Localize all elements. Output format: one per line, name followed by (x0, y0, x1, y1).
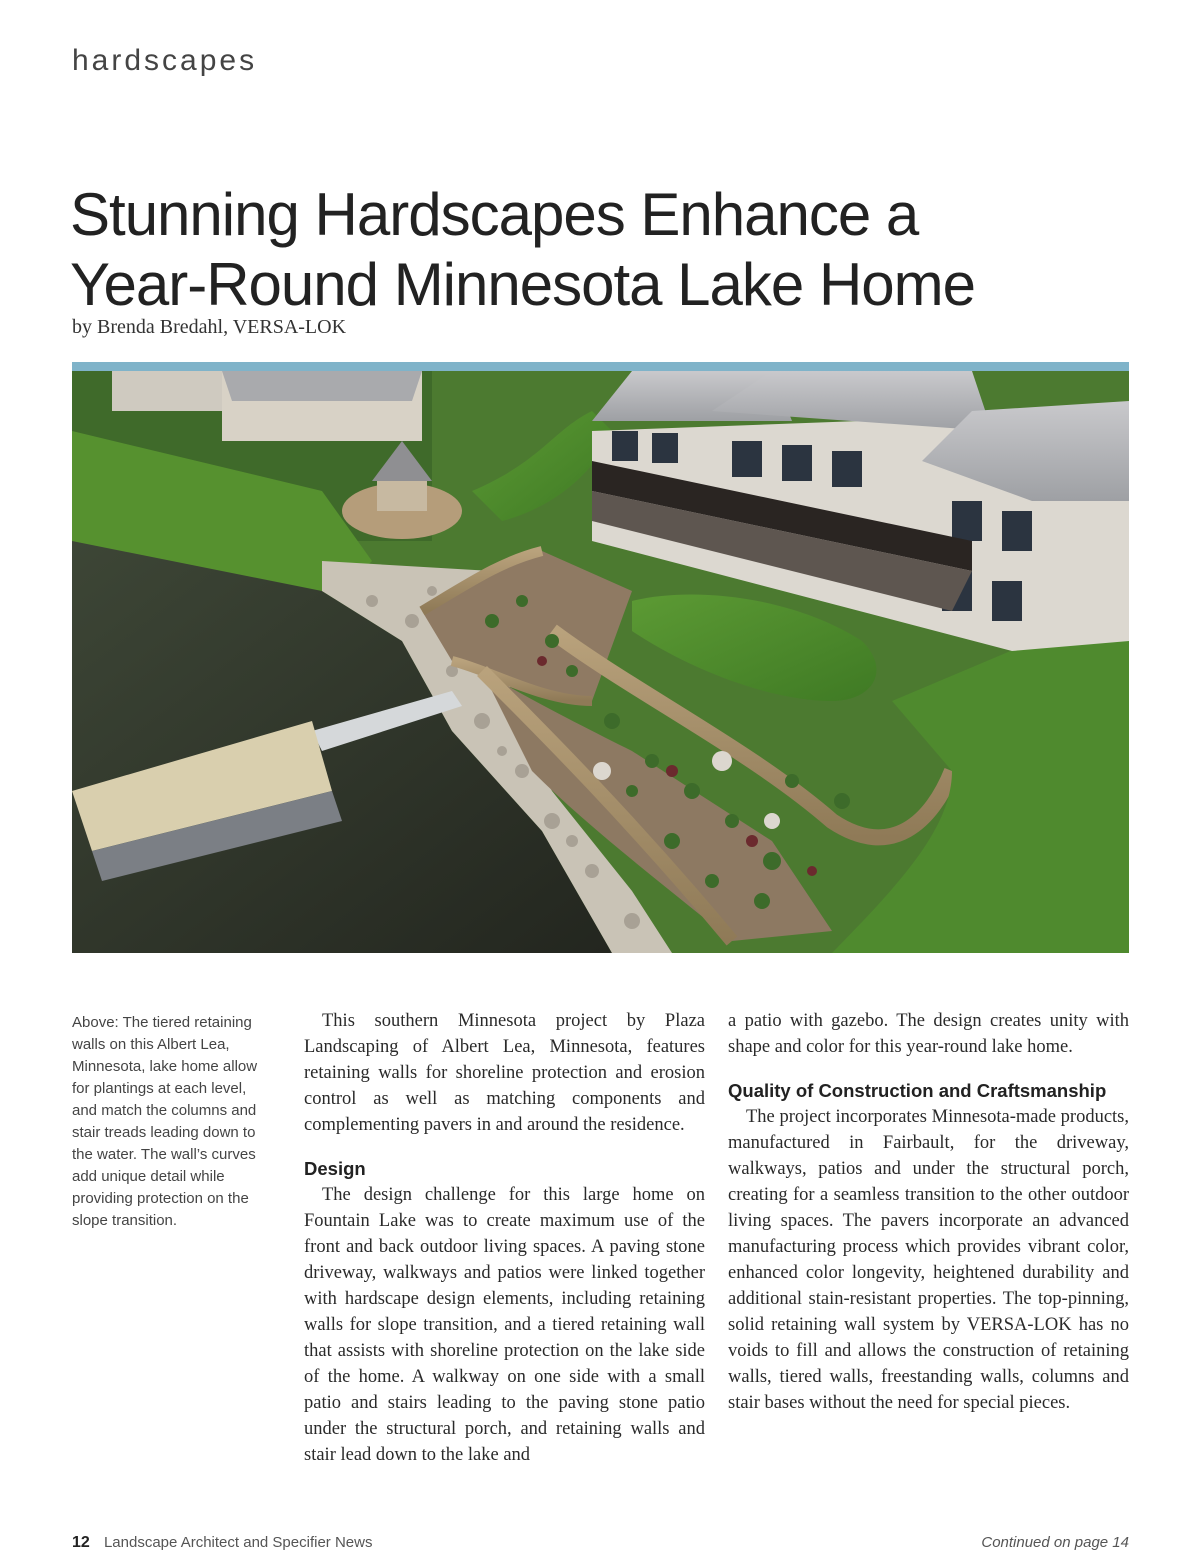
page-footer (72, 1534, 1129, 1552)
aerial-photo-illustration (72, 371, 1129, 953)
design-heading: Design (304, 1158, 366, 1179)
photo-accent-bar (72, 362, 1129, 371)
quality-paragraph: The project incorporates Minnesota-made products, manufactured in Fairbault, for the driveway, walkways, patios and under the structural porch, creating for a seamless transition to the other outdoor living spaces. The pavers incorporate an advanced manufacturing process which provides vibrant color, enhanced color longevity, heightened durability and additional stain-resistant properties. The top-pinning, solid retaining wall system by VERSA-LOK has no voids to fill and allows the construction of retaining walls, tiered walls, freestanding walls, columns and stair bases without the need for special pieces. (728, 1107, 1129, 1413)
photo-caption: Above: The tiered retaining walls on this Albert Lea, Minnesota, lake home allow for plantings at each level, and match the columns and stair treads leading down to the water. The wall’s curves add unique detail while providing protection on the slope transition. (72, 1014, 258, 1229)
section-label: hardscapes (72, 44, 258, 77)
body-column-right (728, 1008, 1129, 1416)
body-column-middle (304, 1008, 705, 1468)
article-title-line-1: Stunning Hardscapes Enhance a (70, 181, 919, 248)
article-title (70, 180, 1130, 320)
quality-heading: Quality of Construction and Craftsmanship (728, 1080, 1107, 1101)
article-title-line-2: Year-Round Minnesota Lake Home (70, 251, 976, 318)
page-number: 12 (72, 1534, 90, 1551)
lake-home-aerial-photo (72, 371, 1129, 953)
publication-name: Landscape Architect and Specifier News (103, 1534, 373, 1551)
continued-note: Continued on page 14 (981, 1534, 1129, 1551)
design-paragraph: The design challenge for this large home on Fountain Lake was to create maximum use of the front and back outdoor living spaces. A paving stone driveway, walkways and patios were linked together with hardscape design elements, including retaining walls for slope transition, and a tiered retaining wall that assists with shoreline protection on the lake side of the home. A walkway on one side with a small patio and stairs leading to the paving stone patio under the structural porch, and retaining walls and stair lead down to the lake and (304, 1185, 705, 1465)
design-paragraph-continued: a patio with gazebo. The design creates unity with shape and color for this year-round lake home. (728, 1011, 1129, 1057)
intro-paragraph: This southern Minnesota project by Plaza Landscaping of Albert Lea, Minnesota, features retaining walls for shoreline protection and erosion control as well as matching components and complementing pavers in and around the residence. (304, 1011, 705, 1135)
article-byline: by Brenda Bredahl, VERSA-LOK (72, 316, 347, 338)
